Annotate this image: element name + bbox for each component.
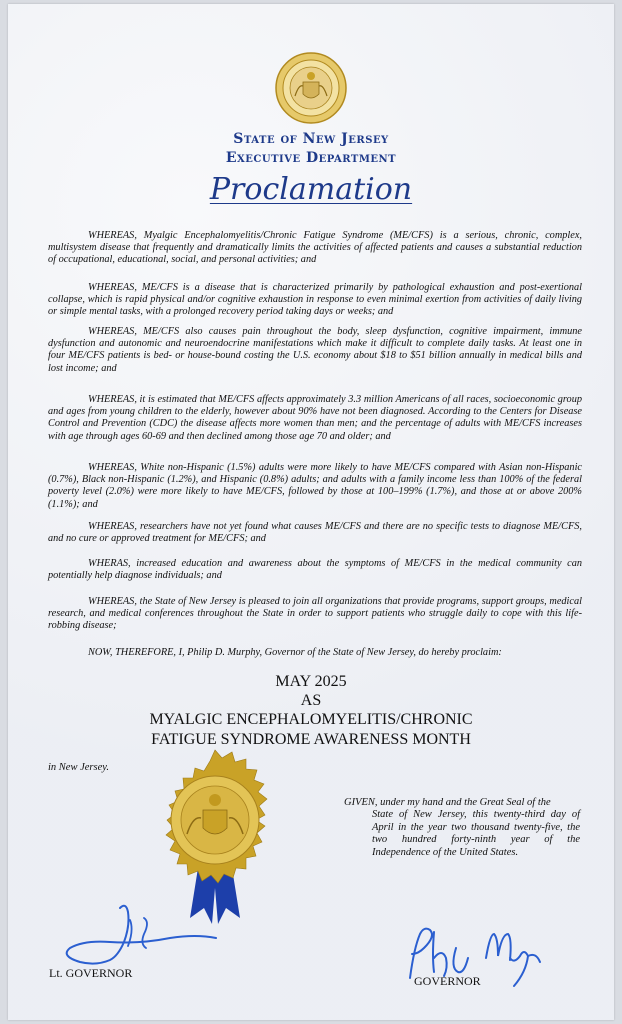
whereas-paragraph-7: WHERAS, increased education and awareness about the symptoms of ME/CFS in the medical community can potentially help diagnose individuals; and	[48, 558, 582, 582]
document-title: Proclamation	[209, 172, 413, 207]
whereas-paragraph-4: WHEREAS, it is estimated that ME/CFS affects approximately 3.3 million Americans of all races, socioeconomic group and ages from young children to the elderly, however about 90% have not been diagnosed. According to the Centers for Disease Control and Prevention (CDC) the disease affects more women than men; and the percentage of adults with ME/CFS increases with age through ages 60-69 and then declined among those age 70 and older; and	[48, 394, 582, 442]
state-seal-icon	[275, 52, 347, 124]
proclaim-as: AS	[300, 692, 322, 709]
location-text: in New Jersey.	[48, 762, 109, 773]
governor-label: GOVERNOR	[414, 974, 481, 988]
lt-governor-signature	[48, 900, 248, 970]
given-statement	[344, 797, 580, 859]
proclaim-title-line2: FATIGUE SYNDROME AWARENESS MONTH	[151, 731, 471, 748]
department-heading: Executive Department	[225, 150, 397, 166]
lt-governor-label: Lt. GOVERNOR	[49, 966, 133, 980]
state-heading: State of New Jersey	[233, 131, 389, 147]
proclaim-date: MAY 2025	[275, 673, 347, 690]
whereas-paragraph-3: WHEREAS, ME/CFS also causes pain throughout the body, sleep dysfunction, cognitive impairment, immune dysfunction and autonomic and neuroendocrine manifestations which make it difficult to complete daily tasks. At least one in four ME/CFS patients is bed- or house-bound costing the U.S. economy about $18 to $51 billion annually in medical bills and lost income; and	[48, 326, 582, 374]
whereas-paragraph-2: WHEREAS, ME/CFS is a disease that is characterized primarily by pathological exhaustion and post-exertional collapse, which is rapid physical and/or cognitive exhaustion in response to even minimal exertion from activities of daily living or simple mental tasks, with a prolonged recovery period taking days or weeks; and	[48, 282, 582, 318]
whereas-paragraph-8: WHEREAS, the State of New Jersey is pleased to join all organizations that provide programs, support groups, medical research, and medical conferences throughout the State in order to support patients who struggle daily to cope with this life-robbing disease;	[48, 596, 582, 632]
whereas-paragraph-1: WHEREAS, Myalgic Encephalomyelitis/Chronic Fatigue Syndrome (ME/CFS) is a serious, chronic, complex, multisystem disease that frequently and dramatically limits the activities of affected patients and causes a substantial reduction of occupational, educational, social, and personal activities; and	[48, 230, 582, 266]
given-rest: State of New Jersey, this twenty-third day of April in the year two thousand twenty-five, the two hundred forty-ninth year of the Independence of the United States.	[372, 809, 580, 858]
whereas-paragraph-6: WHEREAS, researchers have not yet found what causes ME/CFS and there are no specific tests to diagnose ME/CFS, and no cure or approved treatment for ME/CFS; and	[48, 521, 582, 545]
given-first-line: GIVEN, under my hand and the Great Seal of the	[344, 797, 551, 808]
proclaim-title-line1: MYALGIC ENCEPHALOMYELITIS/CHRONIC	[149, 711, 473, 728]
whereas-paragraph-5: WHEREAS, White non-Hispanic (1.5%) adults were more likely to have ME/CFS compared with Asian non-Hispanic (0.7%), Black non-Hispanic (1.2%), and Hispanic (0.8%) adults; and adults with a family income less than 100% of the federal poverty level (2.0%) were more likely to have ME/CFS, followed by those at 100–199% (1.7%), and those at or above 200% (1.1%); and	[48, 462, 582, 510]
now-therefore-paragraph: NOW, THEREFORE, I, Philip D. Murphy, Governor of the State of New Jersey, do hereby proclaim:	[88, 647, 502, 658]
